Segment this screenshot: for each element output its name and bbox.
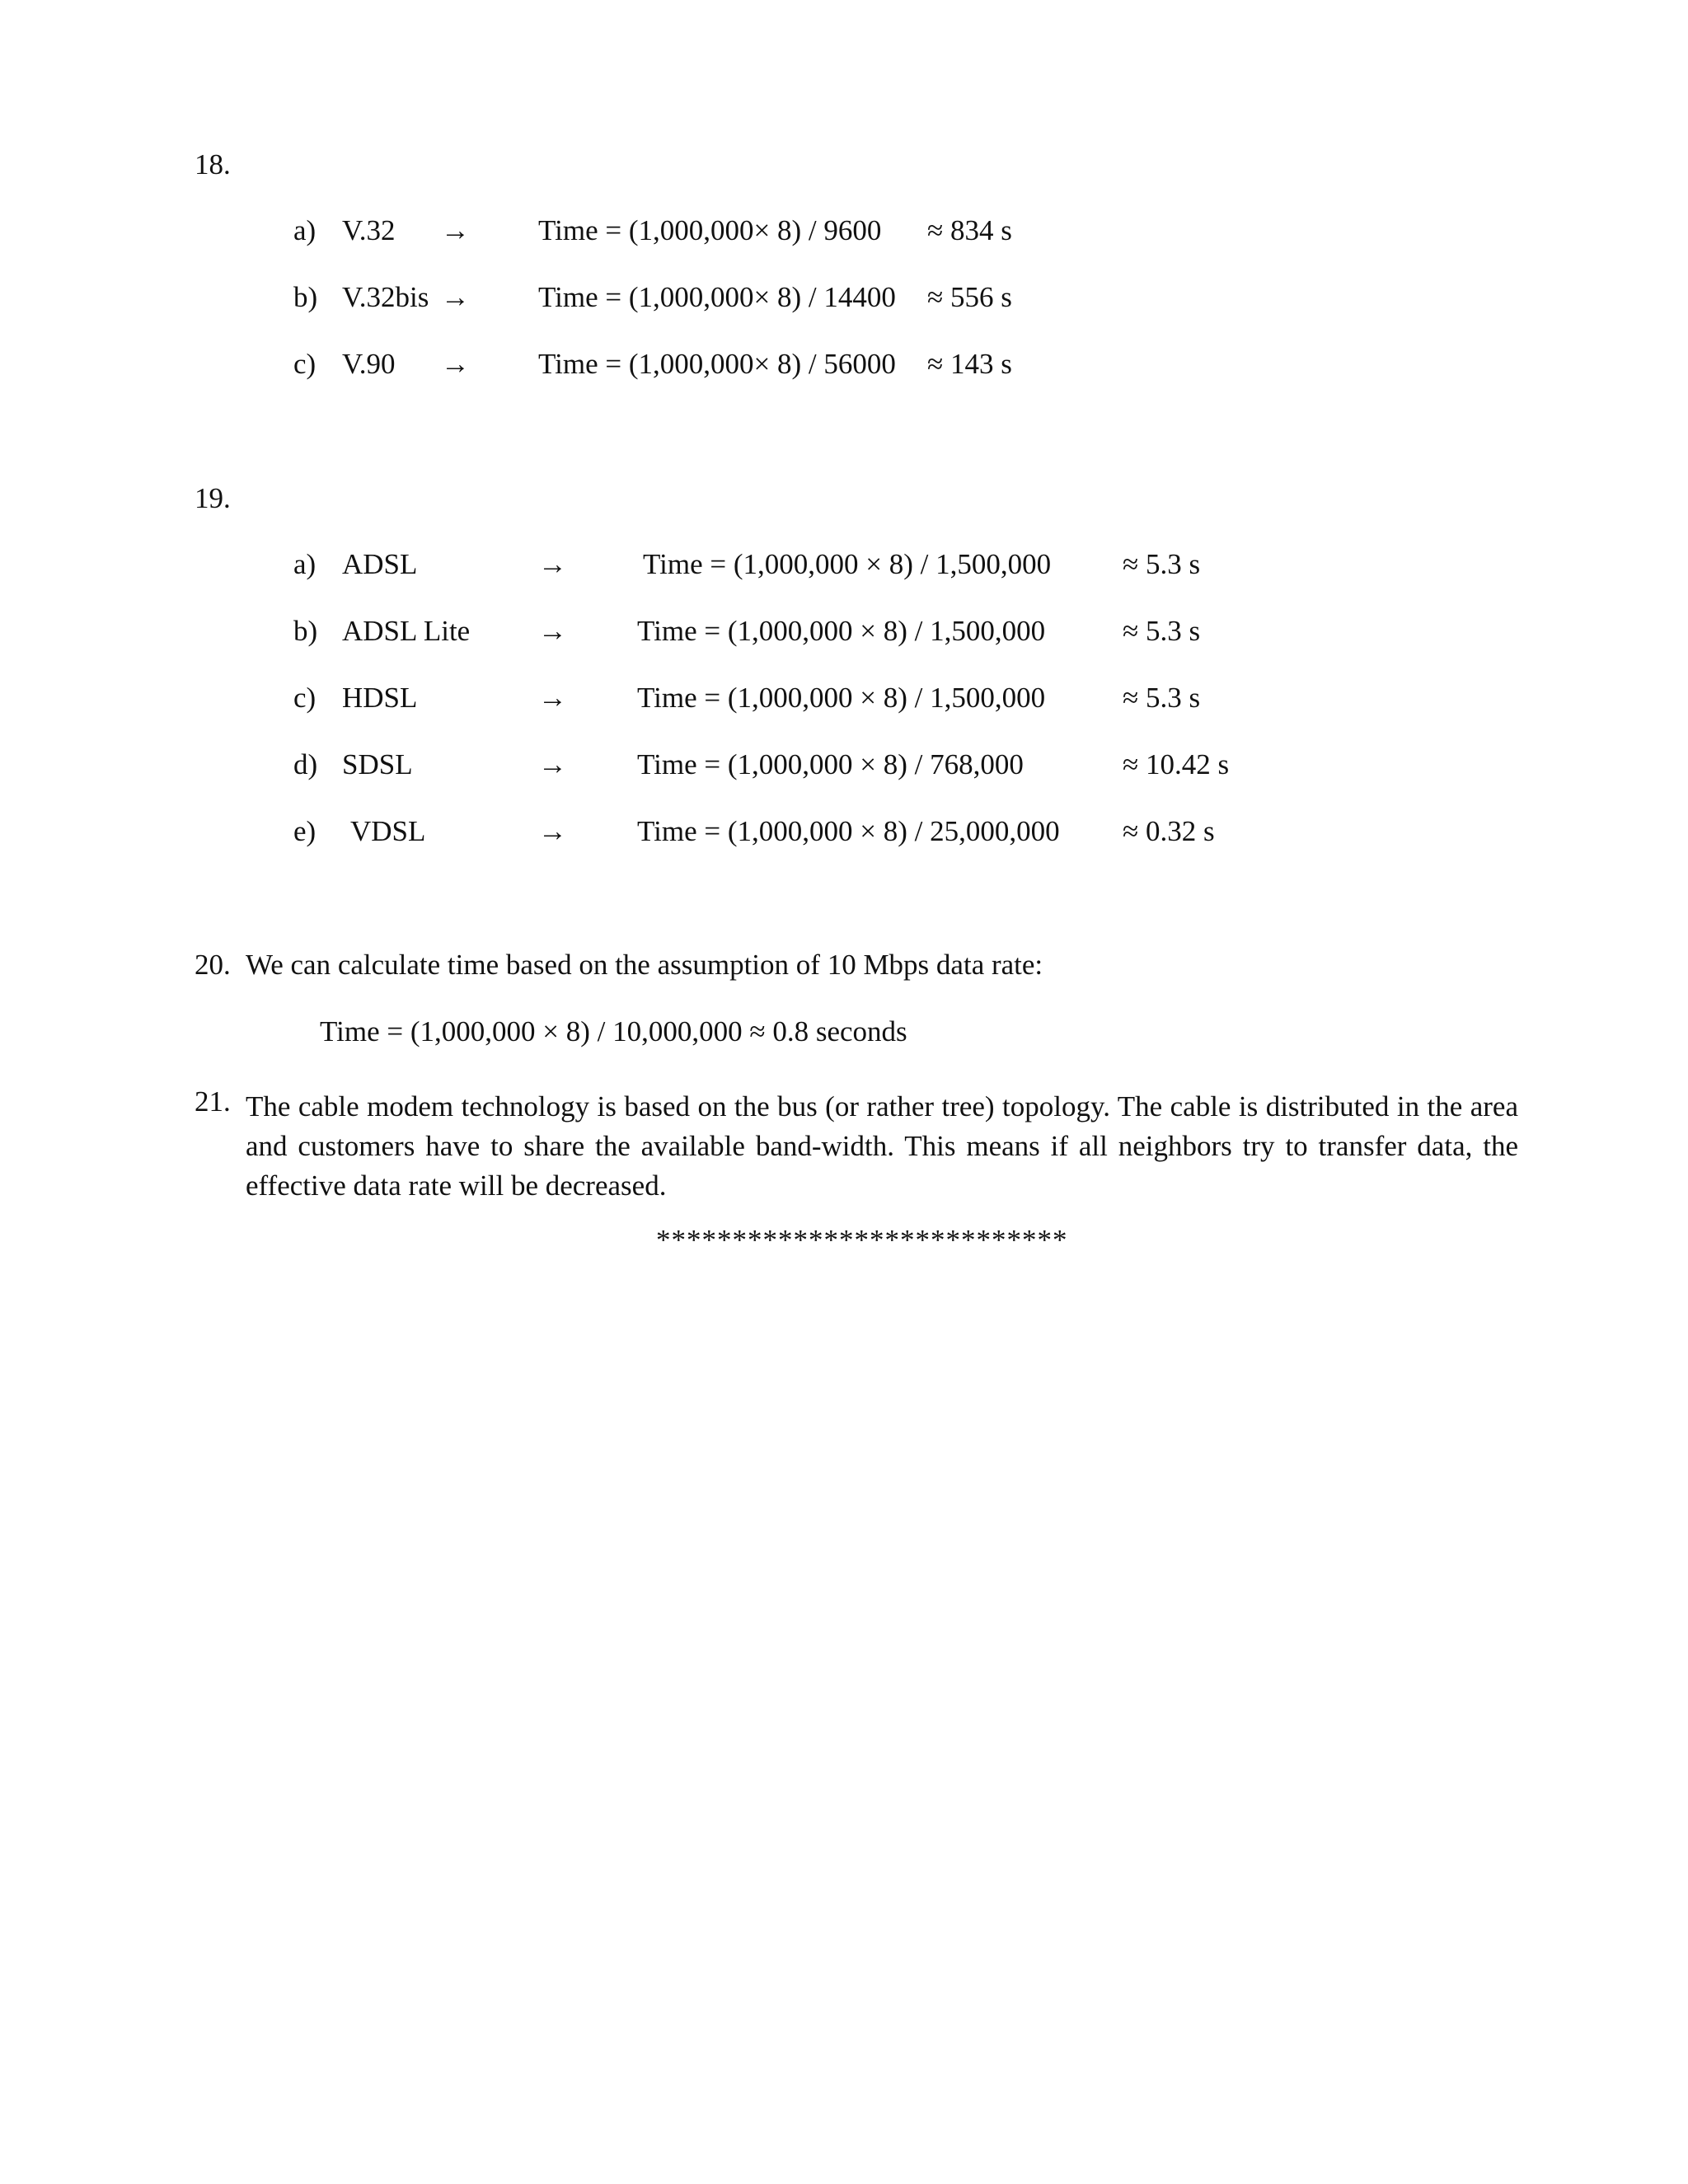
item-name: HDSL [342,682,418,714]
item-letter: d) [293,748,318,780]
item-name: V.32bis [342,281,429,313]
item-name: ADSL [342,548,418,580]
item-formula: Time = (1,000,000 × 8) / 25,000,000 [637,815,1060,847]
item-result: ≈ 143 s [927,348,1012,380]
question-text: The cable modem technology is based on the bus (or rather tree) topology. The cable is distributed in the area and customers have to share the available band-width. This means if all neighbors try to transfer data, the effective data rate will be decreased. [246,1090,1518,1202]
item-letter: b) [293,615,318,647]
arrow-icon: → [538,615,567,647]
item-result: ≈ 10.42 s [1123,748,1230,780]
separator: *************************** [656,1224,1068,1256]
arrow-icon: → [538,682,567,714]
item-result: ≈ 5.3 s [1123,548,1201,580]
question-number: 18. [195,148,231,180]
item-formula: Time = (1,000,000 × 8) / 1,500,000 [643,548,1052,580]
item-formula: Time = (1,000,000× 8) / 9600 [538,214,882,246]
question-number: 20. [195,949,231,981]
item-name: ADSL Lite [342,615,471,647]
item-formula: Time = (1,000,000 × 8) / 768,000 [637,748,1024,780]
item-result: ≈ 834 s [927,214,1012,246]
item-name: V.32 [342,214,396,246]
arrow-icon: → [441,281,470,313]
question-text: We can calculate time based on the assumption of 10 Mbps data rate: [246,949,1043,981]
item-result: ≈ 5.3 s [1123,682,1201,714]
question-number: 19. [195,482,231,514]
item-name: VDSL [350,815,426,847]
item-letter: c) [293,348,316,380]
arrow-icon: → [538,748,567,780]
arrow-icon: → [441,348,470,380]
item-name: V.90 [342,348,396,380]
arrow-icon: → [538,815,567,847]
item-result: ≈ 5.3 s [1123,615,1201,647]
item-letter: c) [293,682,316,714]
arrow-icon: → [538,548,567,580]
question-number: 21. [195,1085,231,1118]
item-result: ≈ 556 s [927,281,1012,313]
item-letter: e) [293,815,316,847]
question-formula: Time = (1,000,000 × 8) / 10,000,000 ≈ 0.8 seconds [320,1015,907,1047]
arrow-icon: → [441,214,470,246]
item-formula: Time = (1,000,000× 8) / 14400 [538,281,896,313]
item-letter: a) [293,548,316,580]
item-letter: a) [293,214,316,246]
item-formula: Time = (1,000,000 × 8) / 1,500,000 [637,682,1046,714]
item-result: ≈ 0.32 s [1123,815,1215,847]
item-formula: Time = (1,000,000× 8) / 56000 [538,348,896,380]
item-formula: Time = (1,000,000 × 8) / 1,500,000 [637,615,1046,647]
item-letter: b) [293,281,318,313]
item-name: SDSL [342,748,413,780]
